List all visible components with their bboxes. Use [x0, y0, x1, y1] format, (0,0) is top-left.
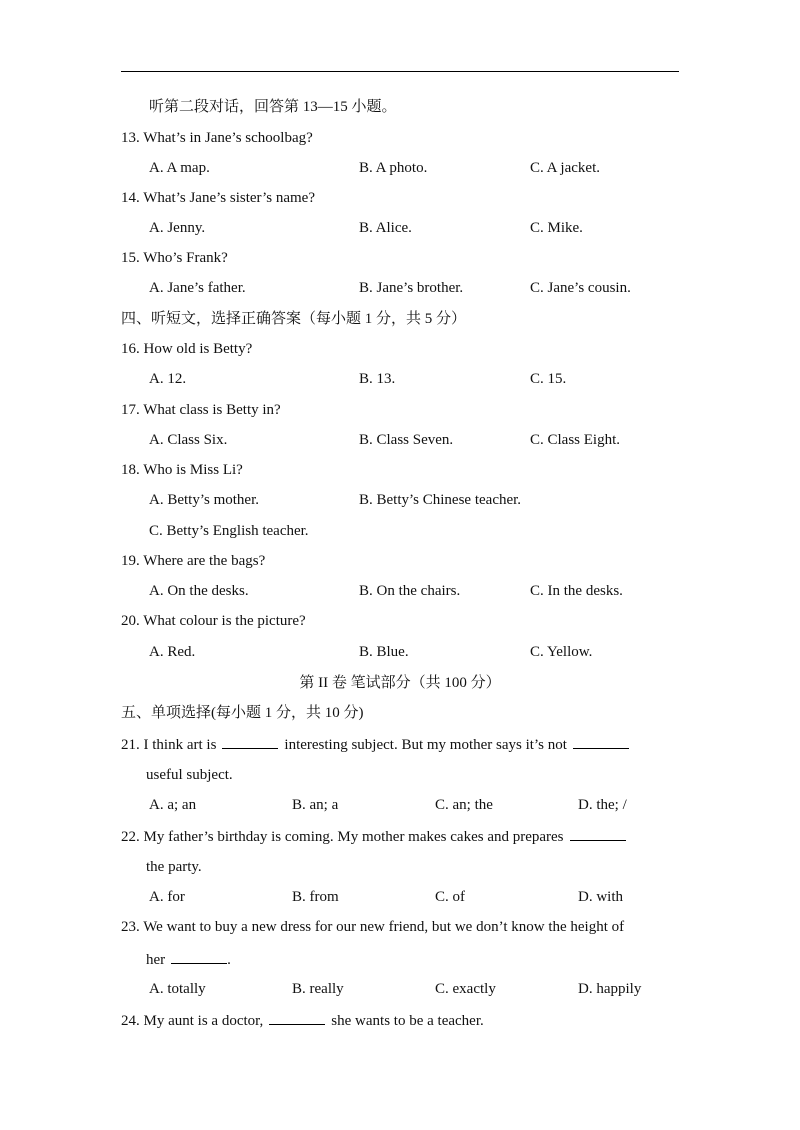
q20-option-c: C. Yellow. [530, 644, 593, 660]
question-13: 13. What’s in Jane’s schoolbag? [121, 130, 313, 146]
q14-option-b: B. Alice. [359, 220, 412, 236]
q24-stem-part1: 24. My aunt is a doctor, [121, 1013, 264, 1029]
q16-option-b: B. 13. [359, 371, 396, 387]
q22-stem-line2: the party. [146, 859, 202, 875]
q15-option-a: A. Jane’s father. [149, 280, 246, 296]
q22-option-d: D. with [578, 889, 623, 905]
answer-blank [171, 949, 227, 964]
question-15: 15. Who’s Frank? [121, 250, 228, 266]
q22-option-b: B. from [292, 889, 339, 905]
question-22 [121, 826, 632, 847]
q18-option-c: C. Betty’s English teacher. [149, 523, 309, 539]
q18-option-b: B. Betty’s Chinese teacher. [359, 492, 522, 508]
q23-stem-line2 [146, 949, 231, 970]
q19-option-c: C. In the desks. [530, 583, 623, 599]
q23-stem-line2-pre: her [146, 952, 166, 968]
q15-option-b: B. Jane’s brother. [359, 280, 464, 296]
q19-option-a: A. On the desks. [149, 583, 249, 599]
q21-option-d: D. the; / [578, 797, 627, 813]
q18-option-a: A. Betty’s mother. [149, 492, 259, 508]
q15-option-c: C. Jane’s cousin. [530, 280, 631, 296]
q21-option-c: C. an; the [435, 797, 493, 813]
question-14: 14. What’s Jane’s sister’s name? [121, 190, 315, 206]
answer-blank [269, 1010, 325, 1025]
q22-option-a: A. for [149, 889, 185, 905]
q21-stem-part2: interesting subject. But my mother says it’s not [284, 737, 567, 753]
q23-option-b: B. really [292, 981, 344, 997]
q17-option-c: C. Class Eight. [530, 432, 621, 448]
q13-option-a: A. A map. [149, 160, 210, 176]
section-5-header: 五、单项选择(每小题 1 分，共 10 分) [121, 705, 364, 721]
question-17: 17. What class is Betty in? [121, 402, 281, 418]
answer-blank [573, 734, 629, 749]
volume-2-title: 第 II 卷 笔试部分（共 100 分） [299, 675, 501, 691]
question-18: 18. Who is Miss Li? [121, 462, 243, 478]
q24-stem-part2: she wants to be a teacher. [331, 1013, 484, 1029]
question-19: 19. Where are the bags? [121, 553, 266, 569]
q17-option-a: A. Class Six. [149, 432, 228, 448]
question-20: 20. What colour is the picture? [121, 613, 306, 629]
top-rule [121, 71, 679, 72]
question-24 [121, 1010, 484, 1031]
question-23: 23. We want to buy a new dress for our new friend, but we don’t know the height of [121, 919, 625, 935]
q21-stem-part1: 21. I think art is [121, 737, 217, 753]
q13-option-c: C. A jacket. [530, 160, 600, 176]
q21-stem-line2: useful subject. [146, 767, 233, 783]
q20-option-b: B. Blue. [359, 644, 409, 660]
q23-stem-line2-post: . [227, 952, 231, 968]
q17-option-b: B. Class Seven. [359, 432, 454, 448]
question-16: 16. How old is Betty? [121, 341, 253, 357]
q23-option-c: C. exactly [435, 981, 496, 997]
answer-blank [570, 826, 626, 841]
q23-option-a: A. totally [149, 981, 206, 997]
q23-option-d: D. happily [578, 981, 642, 997]
q14-option-c: C. Mike. [530, 220, 583, 236]
q13-option-b: B. A photo. [359, 160, 428, 176]
q21-option-a: A. a; an [149, 797, 197, 813]
listening-part2-header: 听第二段对话，回答第 13—15 小题。 [149, 99, 397, 115]
q19-option-b: B. On the chairs. [359, 583, 461, 599]
q14-option-a: A. Jenny. [149, 220, 206, 236]
question-21 [121, 734, 635, 755]
q22-option-c: C. of [435, 889, 465, 905]
q20-option-a: A. Red. [149, 644, 196, 660]
q16-option-c: C. 15. [530, 371, 567, 387]
q22-stem-part1: 22. My father’s birthday is coming. My mother makes cakes and prepares [121, 829, 564, 845]
answer-blank [222, 734, 278, 749]
q21-option-b: B. an; a [292, 797, 339, 813]
q16-option-a: A. 12. [149, 371, 187, 387]
section-4-header: 四、听短文，选择正确答案（每小题 1 分，共 5 分） [121, 311, 467, 327]
